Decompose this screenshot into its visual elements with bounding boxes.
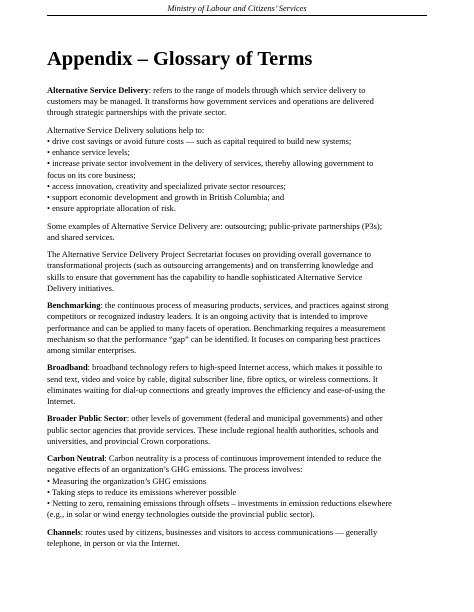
entry-first-line xyxy=(47,453,431,464)
glossary-term: Benchmarking xyxy=(47,300,101,311)
glossary-term: Broadband xyxy=(47,362,88,373)
definition-text: : routes used by citizens, businesses and visitors to access communications — generally xyxy=(80,526,378,537)
glossary-term: Broader Public Sector xyxy=(47,413,127,424)
definition-line: eliminates waiting for dial-up connections and greatly improves the efficiency and ease-of-using the xyxy=(47,384,386,395)
entry-first-line xyxy=(47,85,431,96)
asd-secretariat-paragraph xyxy=(47,249,431,294)
glossary-entry-carbon-neutral xyxy=(47,453,431,520)
list-item: • support economic development and growth in British Columbia; and xyxy=(47,192,285,203)
asd-solutions-list xyxy=(47,136,431,214)
glossary-entry-channels xyxy=(47,527,431,549)
running-header: Ministry of Labour and Citizens’ Services xyxy=(167,4,307,13)
glossary-entry-benchmarking xyxy=(47,300,431,356)
list-item: • Measuring the organization’s GHG emissions xyxy=(47,475,207,486)
glossary-entry-broader-public-sector xyxy=(47,413,431,447)
paragraph-line: skills to ensure that government has the capability to handle sophisticated Alternative Service xyxy=(47,271,363,282)
paragraph-line: The Alternative Service Delivery Project Secretariat focuses on providing overall governance to xyxy=(47,249,372,260)
list-item: • Netting to zero, remaining emissions through offsets – investments in emission reductions elsewhere xyxy=(47,498,392,509)
entry-first-line xyxy=(47,527,431,538)
paragraph-line: Some examples of Alternative Service Delivery are: outsourcing; public-private partnerships (P3s); xyxy=(47,220,383,231)
definition-line: through strategic partnerships with the private sector. xyxy=(47,107,227,118)
list-item: • enhance service levels; xyxy=(47,147,130,158)
definition-line: negative effects of an organization’s GHG emissions. The process involves: xyxy=(47,464,303,475)
definition-line: telephone, in person or via the Internet. xyxy=(47,537,180,548)
page-title: Appendix – Glossary of Terms xyxy=(47,48,313,70)
list-item-continuation: (e.g., in solar or wind energy technologies outside the provincial public sector). xyxy=(47,509,315,520)
list-item: • increase private sector involvement in the delivery of services, thereby allowing government to xyxy=(47,158,374,169)
definition-line: performance and can be applied to many facets of operation. Benchmarking requires a measurement xyxy=(47,322,386,333)
header-rule xyxy=(47,15,427,16)
definition-text: : broadband technology refers to high-speed Internet access, which makes it possible to xyxy=(87,362,383,373)
list-item: • access innovation, creativity and specialized private sector resources; xyxy=(47,180,286,191)
definition-line: mechanism so that the performance “gap” can be identified. It focuses on comparing best practices xyxy=(47,333,381,344)
entry-first-line xyxy=(47,300,431,311)
definition-line: customers may be managed. It transforms how government services and operations are delivered xyxy=(47,96,374,107)
glossary-term: Alternative Service Delivery xyxy=(47,85,149,95)
definition-line: Internet. xyxy=(47,396,76,407)
definition-text: : other levels of government (federal and municipal governments) and other xyxy=(126,413,383,424)
definition-line: among similar enterprises. xyxy=(47,345,137,356)
list-item-continuation: focus on its core business; xyxy=(47,169,136,180)
glossary-body xyxy=(47,85,431,555)
definition-line: public sector agencies that provide services. These include regional health authorities, schools and xyxy=(47,424,379,435)
paragraph-line: and shared services. xyxy=(47,231,115,242)
definition-text: : the continuous process of measuring products, services, and practices against strong xyxy=(100,300,389,311)
asd-solutions-intro xyxy=(47,125,431,136)
paragraph-line: transformational projects (such as outsourcing arrangements) and on transferring knowledge and xyxy=(47,260,374,271)
glossary-term: Carbon Neutral xyxy=(47,453,105,464)
paragraph-line: Delivery initiatives. xyxy=(47,282,115,293)
definition-line: send text, video and voice by cable, digital subscriber line, fibre optics, or wireless connections. It xyxy=(47,373,378,384)
entry-first-line xyxy=(47,362,431,373)
entry-first-line xyxy=(47,413,431,424)
asd-examples-paragraph xyxy=(47,221,431,243)
glossary-entry-alternative-service-delivery xyxy=(47,85,431,119)
list-item: • drive cost savings or avoid future costs — such as capital required to build new systems; xyxy=(47,136,352,146)
definition-text: : refers to the range of models through which service delivery to xyxy=(148,85,366,95)
definition-line: universities, and provincial Crown corporations. xyxy=(47,435,211,446)
definition-line: competitors or recognized industry leaders. It is an ongoing activity that is intended to improve xyxy=(47,311,368,322)
list-item: • ensure appropriate allocation of risk. xyxy=(47,203,177,214)
glossary-term: Channels xyxy=(47,526,81,537)
glossary-entry-broadband xyxy=(47,362,431,407)
paragraph-line: Alternative Service Delivery solutions help to: xyxy=(47,124,205,135)
list-item: • Taking steps to reduce its emissions wherever possible xyxy=(47,486,237,497)
definition-text: : Carbon neutrality is a process of continuous improvement intended to reduce the xyxy=(104,453,382,464)
